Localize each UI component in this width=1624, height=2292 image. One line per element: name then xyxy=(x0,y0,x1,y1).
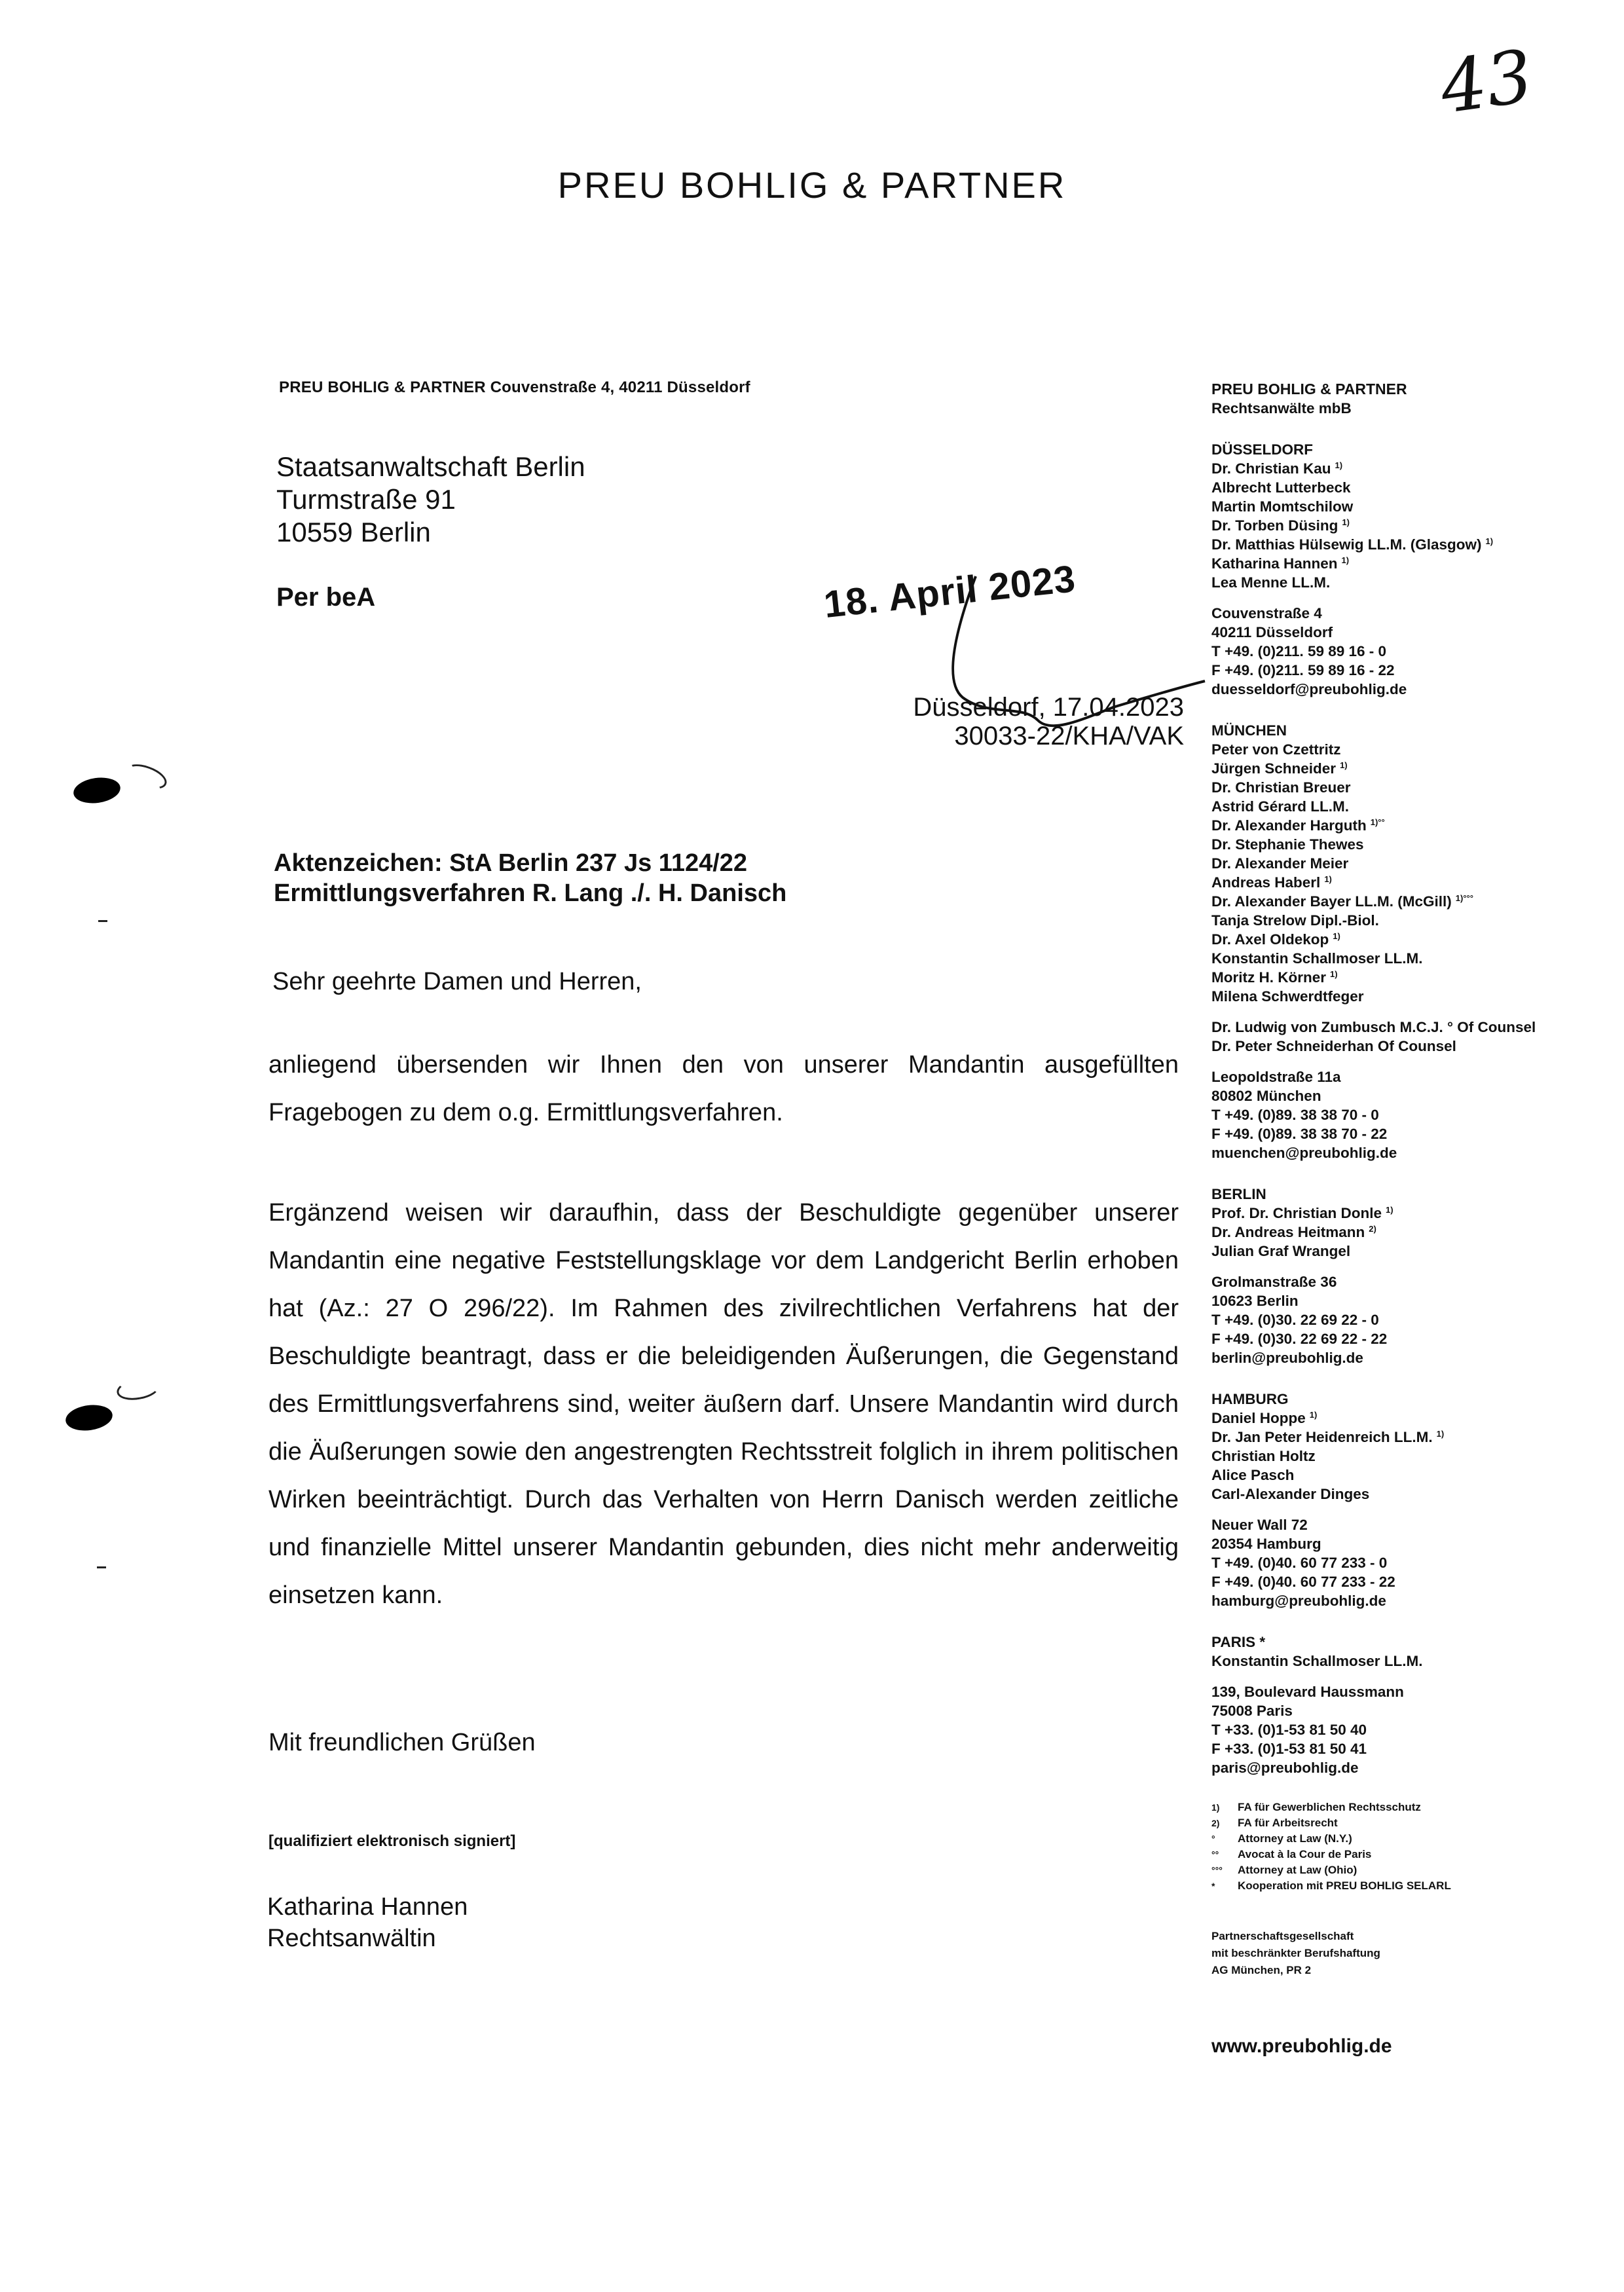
footnote-text: Kooperation mit PREU BOHLIG SELARL xyxy=(1238,1879,1451,1892)
scan-mark xyxy=(98,920,107,922)
office-address-line: F +49. (0)89. 38 38 70 - 22 xyxy=(1211,1126,1388,1142)
office-address-line: F +49. (0)211. 59 89 16 - 22 xyxy=(1211,662,1395,678)
office-address-line: F +49. (0)40. 60 77 233 - 22 xyxy=(1211,1574,1395,1590)
office-address-line: 40211 Düsseldorf xyxy=(1211,624,1333,640)
office-partners xyxy=(1211,1185,1617,1261)
partner-name xyxy=(1211,797,1617,816)
office-partners xyxy=(1211,440,1617,592)
legal-line: mit beschränkter Berufshaftung xyxy=(1211,1947,1380,1959)
partner-name xyxy=(1211,1223,1617,1242)
footnote-text: FA für Gewerblichen Rechtsschutz xyxy=(1238,1801,1421,1813)
of-counsel-name: Dr. Peter Schneiderhan Of Counsel xyxy=(1211,1038,1456,1054)
firm-sidebar xyxy=(1211,380,1617,2056)
office-address-line: 80802 München xyxy=(1211,1088,1321,1104)
partner-name-text: Andreas Haberl xyxy=(1211,874,1321,891)
office-email-link[interactable]: berlin@preubohlig.de xyxy=(1211,1350,1363,1366)
partner-name-text: Christian Holtz xyxy=(1211,1448,1316,1464)
partner-name-text: Dr. Christian Breuer xyxy=(1211,779,1351,796)
office-address-line: 10623 Berlin xyxy=(1211,1293,1299,1309)
qualification-mark: 1) xyxy=(1309,1409,1318,1420)
footnote-text: Attorney at Law (Ohio) xyxy=(1238,1864,1357,1876)
partner-name xyxy=(1211,949,1617,968)
office-email-link[interactable]: duesseldorf@preubohlig.de xyxy=(1211,681,1407,697)
partner-name-text: Lea Menne LL.M. xyxy=(1211,574,1331,591)
partner-name-text: Moritz H. Körner xyxy=(1211,969,1327,986)
partner-name xyxy=(1211,759,1617,778)
letter-place: Düsseldorf, xyxy=(913,693,1053,722)
office-email-link[interactable]: paris@preubohlig.de xyxy=(1211,1760,1359,1776)
office-address-line: Couvenstraße 4 xyxy=(1211,605,1322,621)
recipient-address xyxy=(276,451,585,549)
footnote-list xyxy=(1211,1800,1617,1894)
office-partners xyxy=(1211,1633,1617,1671)
footnote-mark: 1) xyxy=(1211,1802,1220,1813)
partner-name-text: Astrid Gérard LL.M. xyxy=(1211,798,1350,815)
partner-name xyxy=(1211,1466,1617,1485)
scan-mark xyxy=(97,1566,106,1568)
qualification-mark: 1) xyxy=(1335,460,1343,470)
partner-name xyxy=(1211,497,1617,516)
qualification-mark: 1) xyxy=(1341,555,1350,565)
partner-name xyxy=(1211,478,1617,497)
partner-name xyxy=(1211,554,1617,573)
partner-name xyxy=(1211,930,1617,949)
qualification-mark: 1)°° xyxy=(1370,817,1385,827)
letter-date-value: 17.04.2023 xyxy=(1052,693,1184,722)
of-counsel-name: Dr. Ludwig von Zumbusch M.C.J. ° Of Counsel xyxy=(1211,1019,1536,1035)
salutation: Sehr geehrte Damen und Herren, xyxy=(272,968,642,995)
received-date-stamp: 18. April 2023 xyxy=(822,557,1078,627)
partner-name xyxy=(1211,816,1617,835)
footnote-mark: °° xyxy=(1211,1849,1219,1860)
handwritten-page-number: 43 xyxy=(1435,33,1538,130)
footnote-mark: 2) xyxy=(1211,1818,1220,1828)
partner-name-text: Martin Momtschilow xyxy=(1211,498,1354,515)
office-address-line: T +49. (0)40. 60 77 233 - 0 xyxy=(1211,1555,1388,1571)
of-counsel-list xyxy=(1211,1018,1617,1056)
partner-name xyxy=(1211,1485,1617,1504)
footnote xyxy=(1211,1800,1617,1815)
partner-name-text: Daniel Hoppe xyxy=(1211,1410,1306,1426)
partner-name-text: Julian Graf Wrangel xyxy=(1211,1243,1351,1259)
partner-name xyxy=(1211,987,1617,1006)
office-address-line: T +33. (0)1-53 81 50 40 xyxy=(1211,1722,1367,1738)
partner-name xyxy=(1211,873,1617,892)
partner-name-text: Dr. Matthias Hülsewig LL.M. (Glasgow) xyxy=(1211,536,1482,553)
signature-note: [qualifiziert elektronisch signiert] xyxy=(268,1832,516,1850)
qualification-mark: 1) xyxy=(1342,517,1350,527)
date-reference-block xyxy=(913,693,1184,750)
office-address-line: Grolmanstraße 36 xyxy=(1211,1274,1337,1290)
partner-name-text: Dr. Torben Düsing xyxy=(1211,517,1338,534)
footnote-text: Attorney at Law (N.Y.) xyxy=(1238,1832,1352,1845)
qualification-mark: 1) xyxy=(1436,1428,1445,1439)
qualification-mark: 1) xyxy=(1485,536,1494,546)
footnote-mark: ° xyxy=(1211,1834,1215,1844)
partner-name-text: Katharina Hannen xyxy=(1211,555,1338,572)
subject-proceedings: Ermittlungsverfahren R. Lang ./. H. Danisch xyxy=(274,879,787,907)
partner-name xyxy=(1211,516,1617,535)
qualification-mark: 1) xyxy=(1386,1204,1393,1215)
partner-name xyxy=(1211,854,1617,873)
partner-name xyxy=(1211,911,1617,930)
website-link[interactable]: www.preubohlig.de xyxy=(1211,2035,1392,2057)
footnote xyxy=(1211,1831,1617,1847)
qualification-mark: 2) xyxy=(1369,1223,1376,1234)
office-city-heading: MÜNCHEN xyxy=(1211,722,1287,739)
partner-name-text: Tanja Strelow Dipl.-Biol. xyxy=(1211,912,1379,929)
partner-name-text: Prof. Dr. Christian Donle xyxy=(1211,1205,1382,1221)
recipient-city: 10559 Berlin xyxy=(276,517,431,547)
partner-name xyxy=(1211,1652,1617,1671)
office-address-line: Leopoldstraße 11a xyxy=(1211,1069,1341,1085)
office-address-line: F +49. (0)30. 22 69 22 - 22 xyxy=(1211,1331,1388,1347)
partner-name-text: Dr. Andreas Heitmann xyxy=(1211,1224,1365,1240)
partner-name-text: Dr. Alexander Harguth xyxy=(1211,817,1367,834)
partner-name-text: Alice Pasch xyxy=(1211,1467,1295,1483)
partner-name xyxy=(1211,459,1617,478)
office-address xyxy=(1211,1682,1617,1777)
office-address-line: T +49. (0)211. 59 89 16 - 0 xyxy=(1211,643,1387,659)
partner-name-text: Dr. Jan Peter Heidenreich LL.M. xyxy=(1211,1429,1433,1445)
qualification-mark: 1) xyxy=(1340,760,1348,770)
office-address xyxy=(1211,604,1617,699)
punch-hole-mark xyxy=(64,1402,115,1433)
partner-name xyxy=(1211,1242,1617,1261)
partner-name xyxy=(1211,573,1617,592)
partner-name xyxy=(1211,1409,1617,1428)
footnote-mark: °°° xyxy=(1211,1865,1223,1876)
legal-line: AG München, PR 2 xyxy=(1211,1964,1312,1976)
office-city-heading: PARIS * xyxy=(1211,1634,1266,1650)
office-address-line: T +49. (0)30. 22 69 22 - 0 xyxy=(1211,1312,1379,1328)
office-address xyxy=(1211,1067,1617,1162)
body-paragraph: anliegend übersenden wir Ihnen den von unserer Mandantin ausgefüllten Fragebogen zu dem o.g. Ermittlungsverfahren. xyxy=(268,1051,1179,1126)
punch-hole-ring xyxy=(115,1375,162,1403)
letterhead-firm-name: PREU BOHLIG & PARTNER xyxy=(557,164,1067,206)
delivery-method: Per beA xyxy=(276,583,376,612)
office-partners xyxy=(1211,721,1617,1006)
partner-name-text: Konstantin Schallmoser LL.M. xyxy=(1211,950,1423,967)
firm-name: PREU BOHLIG & PARTNER xyxy=(1211,380,1407,397)
partner-name-text: Milena Schwerdtfeger xyxy=(1211,988,1364,1005)
punch-hole-mark xyxy=(72,775,122,806)
office-address-line: Neuer Wall 72 xyxy=(1211,1517,1308,1533)
office-city-heading: HAMBURG xyxy=(1211,1391,1289,1407)
qualification-mark: 1) xyxy=(1333,931,1340,941)
file-reference: 30033-22/KHA/VAK xyxy=(954,722,1184,750)
office-address-line: 75008 Paris xyxy=(1211,1703,1293,1719)
qualification-mark: 1) xyxy=(1324,874,1332,884)
partner-name xyxy=(1211,778,1617,797)
closing-phrase: Mit freundlichen Grüßen xyxy=(268,1729,536,1756)
sender-return-address: PREU BOHLIG & PARTNER Couvenstraße 4, 40211 Düsseldorf xyxy=(279,379,750,396)
partner-name-text: Dr. Stephanie Thewes xyxy=(1211,836,1364,853)
firm-type: Rechtsanwälte mbB xyxy=(1211,400,1352,416)
footnote-text: FA für Arbeitsrecht xyxy=(1238,1817,1338,1829)
recipient-name: Staatsanwaltschaft Berlin xyxy=(276,451,585,482)
partner-name-text: Konstantin Schallmoser LL.M. xyxy=(1211,1653,1423,1669)
signer-title: Rechtsanwältin xyxy=(267,1925,436,1952)
office-email-link[interactable]: muenchen@preubohlig.de xyxy=(1211,1145,1397,1161)
partner-name xyxy=(1211,740,1617,759)
partner-name-text: Dr. Axel Oldekop xyxy=(1211,931,1329,948)
partner-name-text: Dr. Alexander Bayer LL.M. (McGill) xyxy=(1211,893,1452,910)
partner-name-text: Albrecht Lutterbeck xyxy=(1211,479,1351,496)
partner-name xyxy=(1211,892,1617,911)
footnote xyxy=(1211,1847,1617,1862)
partner-name xyxy=(1211,1428,1617,1447)
footnote xyxy=(1211,1815,1617,1831)
office-city-heading: DÜSSELDORF xyxy=(1211,441,1314,458)
partner-name xyxy=(1211,1204,1617,1223)
office-partners xyxy=(1211,1390,1617,1504)
punch-hole-ring xyxy=(122,760,170,794)
legal-notice xyxy=(1211,1928,1617,1979)
qualification-mark: 1) xyxy=(1330,969,1338,979)
partner-name xyxy=(1211,968,1617,987)
office-address-line: 20354 Hamburg xyxy=(1211,1536,1321,1552)
legal-line: Partnerschaftsgesellschaft xyxy=(1211,1930,1354,1942)
partner-name xyxy=(1211,835,1617,854)
footnote-mark: * xyxy=(1211,1881,1215,1891)
office-address-line: 139, Boulevard Haussmann xyxy=(1211,1684,1404,1700)
office-list xyxy=(1211,440,1617,1777)
letter-date xyxy=(913,693,1184,722)
partner-name xyxy=(1211,535,1617,554)
office-address xyxy=(1211,1515,1617,1610)
partner-name-text: Carl-Alexander Dinges xyxy=(1211,1486,1370,1502)
office-address-line: T +49. (0)89. 38 38 70 - 0 xyxy=(1211,1107,1379,1123)
firm-identity xyxy=(1211,380,1617,418)
office-address xyxy=(1211,1272,1617,1367)
signer-name: Katharina Hannen xyxy=(267,1893,468,1921)
footnote xyxy=(1211,1878,1617,1894)
body-paragraph: Ergänzend weisen wir daraufhin, dass der Beschuldigte gegenüber unserer Mandantin eine negative Feststellungsklage vor dem Landgericht Berlin erhoben hat (Az.: 27 O 296/22). Im Rahmen des zivilrechtlichen Verfahrens hat der Beschuldigte beantragt, dass er die beleidigenden Äußerungen, die Gegenstand des Ermittlungsverfahrens sind, weiter äußern darf. Unsere Mandantin wird durch die Äußerungen sowie den angestrengten Rechtsstreit folglich in ihrem politischen Wirken beeinträchtigt. Durch das Verhalten von Herrn Danisch werden zeitliche und finanzielle Mittel unserer Mandantin gebunden, dies nicht mehr anderweitig einsetzen kann. xyxy=(268,1199,1179,1609)
office-email-link[interactable]: hamburg@preubohlig.de xyxy=(1211,1593,1386,1609)
office-address-line: F +33. (0)1-53 81 50 41 xyxy=(1211,1741,1367,1757)
signer-block xyxy=(267,1891,468,1954)
partner-name-text: Dr. Alexander Meier xyxy=(1211,855,1349,872)
footnote-text: Avocat à la Cour de Paris xyxy=(1238,1848,1372,1860)
footnote xyxy=(1211,1862,1617,1878)
subject-block xyxy=(274,848,786,908)
subject-case-number: Aktenzeichen: StA Berlin 237 Js 1124/22 xyxy=(274,849,748,877)
partner-name xyxy=(1211,1447,1617,1466)
qualification-mark: 1)°°° xyxy=(1455,893,1473,903)
partner-name-text: Peter von Czettritz xyxy=(1211,741,1341,758)
partner-name-text: Dr. Christian Kau xyxy=(1211,460,1331,477)
office-city-heading: BERLIN xyxy=(1211,1186,1266,1202)
recipient-street: Turmstraße 91 xyxy=(276,484,456,515)
partner-name-text: Jürgen Schneider xyxy=(1211,760,1337,777)
